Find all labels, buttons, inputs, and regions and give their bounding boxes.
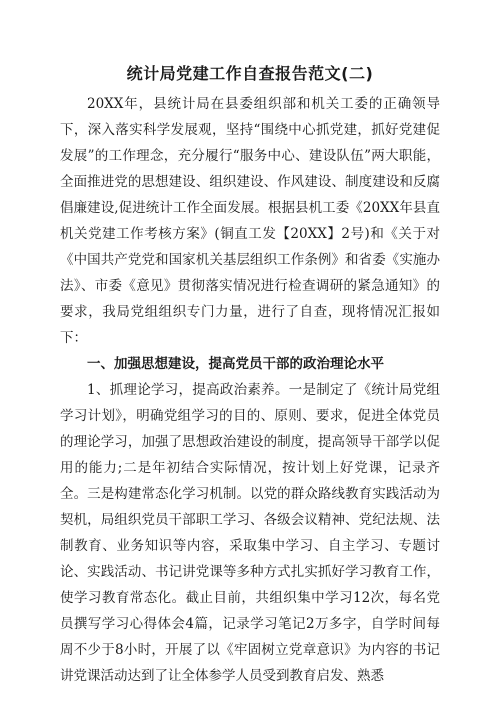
body-paragraph: 1、抓理论学习，提高政治素养。一是制定了《统计局党组学习计划》，明确党组学习的目的、原则、要求，促进全体党员的理论学习，加强了思想政治建设的制度，提高领导干部学以促用的能力;二是年初结合实际情况，按计划上好党课，记录齐全。三是构建常态化学习机制。以党的群众路线教育实践活动为契机，局组织党员干部职工学习、各级会议精神、党纪法规、法制教育、业务知识等内容，采取集中学习、自主学习、专题讨论、实践活动、书记讲党课等多种方式扎实抓好学习教育工作，使学习教育常态化。截止目前，共组织集中学习12次，每名党员撰写学习心得体会4篇，记录学习笔记2万多字，自学时间每周不少于8小时，开展了以《牢固树立党章意识》为内容的书记讲党课活动达到了让全体参学人员受到教育启发、熟悉 [60,382,440,684]
document-title: 统计局党建工作自查报告范文(二) [126,64,374,83]
section-heading: 一、加强思想建设，提高党员干部的政治理论水平 [87,356,384,372]
document-body [60,91,440,689]
intro-paragraph: 20XX年，县统计局在县委组织部和机关工委的正确领导下，深入落实科学发展观，坚持“围绕中心抓党建，抓好党建促发展”的工作理念，充分履行“服务中心、建设队伍”两大职能，全面推进党的思想建设、组织建设、作风建设、制度建设和反腐倡廉建设,促进统计工作全面发展。根据县机工委《20XX年县直机关党建工作考核方案》(铜直工发【20XX】2号)和《关于对《中国共产党党和国家机关基层组织工作条例》和省委《实施办法》、市委《意见》贯彻落实情况进行检查调研的紧急通知》的要求，我局党组组织专门力量，进行了自查，现将情况汇报如下： [60,96,440,346]
